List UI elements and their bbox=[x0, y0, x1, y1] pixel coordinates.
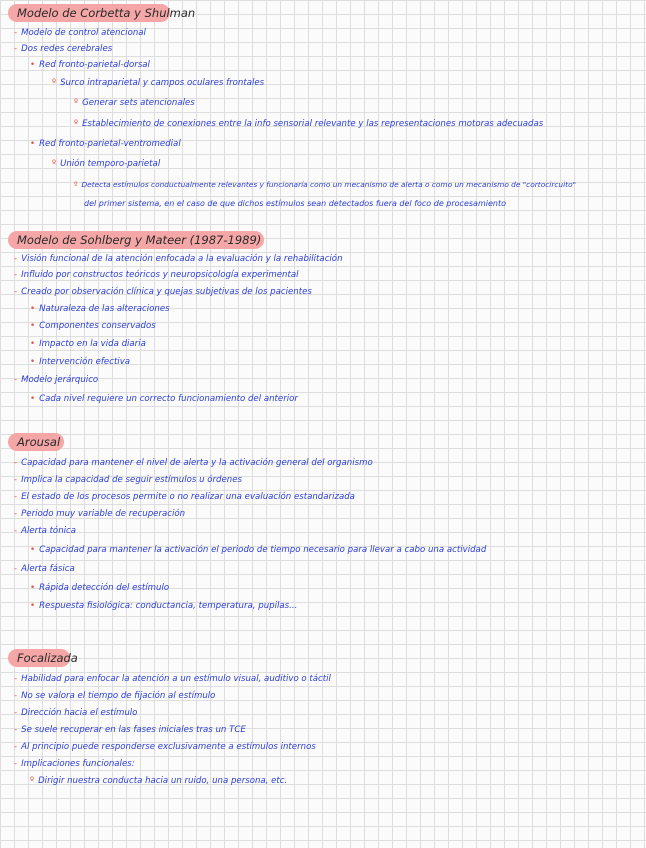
dot-bullet: • bbox=[30, 601, 36, 611]
circle-bullet: º bbox=[74, 119, 79, 129]
note-line: - Modelo de control atencional bbox=[14, 28, 146, 38]
dash-bullet: - bbox=[14, 708, 18, 718]
note-line: - Implica la capacidad de seguir estímulos u órdenes bbox=[14, 475, 242, 485]
note-line: - Al principio puede responderse exclusivamente a estímulos internos bbox=[14, 742, 316, 752]
dash-bullet: - bbox=[14, 375, 18, 385]
dash-bullet: - bbox=[14, 492, 18, 502]
note-line: º Unión temporo-parietal bbox=[52, 159, 161, 169]
section-heading-corbetta: Modelo de Corbetta y Shulman bbox=[17, 6, 196, 20]
note-line: • Capacidad para mantener la activación el periodo de tiempo necesario para llevar a cabo una actividad bbox=[30, 545, 487, 555]
note-line: - Dos redes cerebrales bbox=[14, 44, 113, 54]
note-line: del primer sistema, en el caso de que dichos estímulos sean detectados fuera del foco de procesamiento bbox=[84, 199, 506, 208]
dash-bullet: - bbox=[14, 674, 18, 684]
dash-bullet: - bbox=[14, 475, 18, 485]
dash-bullet: - bbox=[14, 287, 18, 297]
note-line: - Se suele recuperar en las fases iniciales tras un TCE bbox=[14, 725, 246, 735]
note-line: - Modelo jerárquico bbox=[14, 375, 99, 385]
dash-bullet: - bbox=[14, 28, 18, 38]
circle-bullet: º bbox=[30, 776, 35, 786]
note-line: º Detecta estímulos conductualmente relevantes y funcionaría como un mecanismo de alerta o como un mecanismo de "cortocircuito" bbox=[74, 180, 576, 189]
dot-bullet: • bbox=[30, 321, 36, 331]
dot-bullet: • bbox=[30, 545, 36, 555]
dot-bullet: • bbox=[30, 139, 36, 149]
dash-bullet: - bbox=[14, 691, 18, 701]
note-line: - El estado de los procesos permite o no realizar una evaluación estandarizada bbox=[14, 492, 355, 502]
dot-bullet: • bbox=[30, 394, 36, 404]
dot-bullet: • bbox=[30, 339, 36, 349]
dash-bullet: - bbox=[14, 270, 18, 280]
note-line: - Creado por observación clínica y quejas subjetivas de los pacientes bbox=[14, 287, 312, 297]
dash-bullet: - bbox=[14, 526, 18, 536]
section-heading-sohlberg: Modelo de Sohlberg y Mateer (1987-1989) bbox=[17, 233, 262, 247]
dash-bullet: - bbox=[14, 458, 18, 468]
circle-bullet: º bbox=[52, 159, 57, 169]
note-line: º Generar sets atencionales bbox=[74, 98, 195, 108]
note-line: • Naturaleza de las alteraciones bbox=[30, 304, 170, 314]
dot-bullet: • bbox=[30, 583, 36, 593]
note-line: º Surco intraparietal y campos oculares frontales bbox=[52, 78, 265, 88]
dash-bullet: - bbox=[14, 509, 18, 519]
note-line: - Alerta tónica bbox=[14, 526, 77, 536]
dot-bullet: • bbox=[30, 60, 36, 70]
note-line: - Dirección hacia el estímulo bbox=[14, 708, 138, 718]
circle-bullet: º bbox=[52, 78, 57, 88]
note-line: - Visión funcional de la atención enfocada a la evaluación y la rehabilitación bbox=[14, 254, 343, 264]
section-heading-focalizada: Focalizada bbox=[17, 651, 78, 665]
dash-bullet: - bbox=[14, 254, 18, 264]
note-line: • Respuesta fisiológica: conductancia, temperatura, pupilas... bbox=[30, 601, 298, 611]
note-line: • Cada nivel requiere un correcto funcionamiento del anterior bbox=[30, 394, 298, 404]
note-line: - No se valora el tiempo de fijación al estímulo bbox=[14, 691, 216, 701]
dash-bullet: - bbox=[14, 742, 18, 752]
dash-bullet: - bbox=[14, 759, 18, 769]
section-heading-arousal: Arousal bbox=[17, 435, 61, 449]
note-line: • Rápida detección del estímulo bbox=[30, 583, 170, 593]
dash-bullet: - bbox=[14, 564, 18, 574]
note-line: • Intervención efectiva bbox=[30, 357, 131, 367]
dot-bullet: • bbox=[30, 357, 36, 367]
circle-bullet: º bbox=[74, 180, 78, 189]
note-line: - Habilidad para enfocar la atención a un estímulo visual, auditivo o táctil bbox=[14, 674, 331, 684]
dot-bullet: • bbox=[30, 304, 36, 314]
note-line: - Capacidad para mantener el nivel de alerta y la activación general del organismo bbox=[14, 458, 373, 468]
note-line: • Impacto en la vida diaria bbox=[30, 339, 146, 349]
circle-bullet: º bbox=[74, 98, 79, 108]
note-line: - Periodo muy variable de recuperación bbox=[14, 509, 186, 519]
note-line: º Establecimiento de conexiones entre la info sensorial relevante y las representaciones motoras adecuadas bbox=[74, 119, 544, 129]
note-line: º Dirigir nuestra conducta hacia un ruido, una persona, etc. bbox=[30, 776, 288, 786]
note-line: • Red fronto-parietal-dorsal bbox=[30, 60, 150, 70]
dash-bullet: - bbox=[14, 44, 18, 54]
note-line: - Implicaciones funcionales: bbox=[14, 759, 135, 769]
note-line: - Influido por constructos teóricos y neuropsicología experimental bbox=[14, 270, 299, 280]
dash-bullet: - bbox=[14, 725, 18, 735]
note-line: • Red fronto-parietal-ventromedial bbox=[30, 139, 181, 149]
note-line: • Componentes conservados bbox=[30, 321, 156, 331]
note-line: - Alerta fásica bbox=[14, 564, 75, 574]
